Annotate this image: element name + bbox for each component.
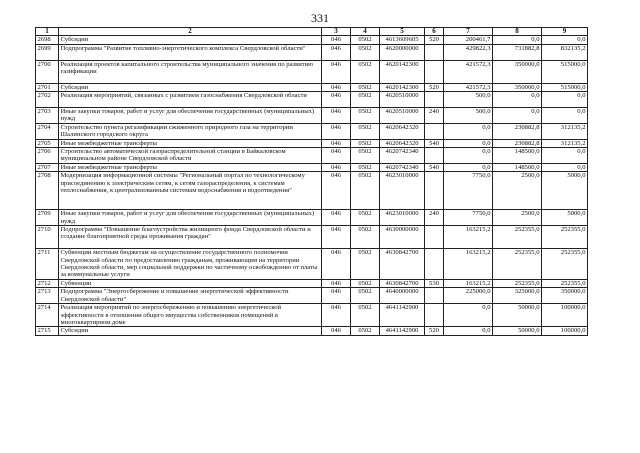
amount-year-3: 100000,0 — [542, 327, 588, 335]
column-header: 8 — [493, 28, 542, 36]
amount-year-2: 325000,0 — [493, 288, 542, 304]
expense-type-code: 540 — [425, 163, 444, 171]
amount-year-3: 252355,0 — [542, 226, 588, 249]
target-code: 4641142900 — [380, 327, 425, 335]
table-row — [36, 108, 588, 124]
section-code: 0502 — [351, 226, 380, 249]
target-code: 4640000000 — [380, 288, 425, 304]
amount-year-2: 731882,8 — [493, 44, 542, 60]
admin-code: 046 — [322, 36, 351, 44]
row-name: Иные межбюджетные трансферты — [59, 163, 322, 171]
admin-code: 046 — [322, 279, 351, 287]
row-name: Иные закупки товаров, работ и услуг для обеспечения государственных (муниципальных) нужд — [59, 108, 322, 124]
column-header: 9 — [542, 28, 588, 36]
expense-type-code — [425, 123, 444, 139]
expense-type-code — [425, 148, 444, 164]
amount-year-1: 163215,2 — [444, 226, 493, 249]
row-number: 2711 — [36, 249, 59, 280]
target-code: 4630000000 — [380, 226, 425, 249]
table-body — [36, 36, 588, 335]
admin-code: 046 — [322, 60, 351, 83]
amount-year-3: 832135,2 — [542, 44, 588, 60]
section-code: 0502 — [351, 288, 380, 304]
amount-year-2: 230882,8 — [493, 123, 542, 139]
row-name: Иные межбюджетные трансферты — [59, 139, 322, 147]
row-name: Субвенции — [59, 279, 322, 287]
amount-year-3: 0,0 — [542, 148, 588, 164]
section-code: 0502 — [351, 123, 380, 139]
amount-year-1: 429822,3 — [444, 44, 493, 60]
amount-year-2: 2500,0 — [493, 210, 542, 226]
column-header: 3 — [322, 28, 351, 36]
amount-year-2: 0,0 — [493, 92, 542, 108]
amount-year-1: 0,0 — [444, 139, 493, 147]
target-code: 4620510000 — [380, 108, 425, 124]
row-number: 2706 — [36, 148, 59, 164]
expense-type-code: 520 — [425, 36, 444, 44]
column-header: 5 — [380, 28, 425, 36]
expense-type-code — [425, 304, 444, 327]
admin-code: 046 — [322, 172, 351, 210]
target-code: 4620510000 — [380, 92, 425, 108]
column-header: 7 — [444, 28, 493, 36]
amount-year-2: 0,0 — [493, 108, 542, 124]
target-code: 4620742340 — [380, 163, 425, 171]
row-name: Строительство пункта регазификации сжиженного природного газа на территории Шалинского городского округа — [59, 123, 322, 139]
section-code: 0502 — [351, 139, 380, 147]
target-code: 4630842700 — [380, 249, 425, 280]
amount-year-3: 0,0 — [542, 163, 588, 171]
row-name: Строительство автоматической газораспределительной станции в Байкаловском муниципальном районе Свердловской области — [59, 148, 322, 164]
amount-year-1: 0,0 — [444, 304, 493, 327]
expense-type-code: 240 — [425, 210, 444, 226]
expense-type-code — [425, 60, 444, 83]
admin-code: 046 — [322, 83, 351, 91]
table-row — [36, 148, 588, 164]
table-row — [36, 279, 588, 287]
admin-code: 046 — [322, 304, 351, 327]
amount-year-3: 515000,0 — [542, 60, 588, 83]
section-code: 0502 — [351, 36, 380, 44]
column-header: 6 — [425, 28, 444, 36]
target-code: 4630842700 — [380, 279, 425, 287]
section-code: 0502 — [351, 327, 380, 335]
row-name: Подпрограмма "Развитие топливно-энергетического комплекса Свердловской области" — [59, 44, 322, 60]
section-code: 0502 — [351, 60, 380, 83]
amount-year-1: 0,0 — [444, 327, 493, 335]
amount-year-2: 50000,0 — [493, 327, 542, 335]
amount-year-3: 252355,0 — [542, 249, 588, 280]
section-code: 0502 — [351, 148, 380, 164]
expense-type-code: 520 — [425, 327, 444, 335]
admin-code: 046 — [322, 249, 351, 280]
amount-year-2: 2500,0 — [493, 172, 542, 210]
amount-year-2: 350000,0 — [493, 83, 542, 91]
expense-type-code: 530 — [425, 279, 444, 287]
amount-year-1: 163215,2 — [444, 249, 493, 280]
amount-year-1: 500,0 — [444, 108, 493, 124]
row-name: Реализация мероприятий, связанных с развитием газоснабжения Свердловской области — [59, 92, 322, 108]
amount-year-3: 100000,0 — [542, 304, 588, 327]
expense-type-code: 520 — [425, 83, 444, 91]
row-name: Реализация мероприятий по энергосбережению и повышению энергетической эффективности в отношении общего имущества собственников помещений в многоквартирном доме — [59, 304, 322, 327]
admin-code: 046 — [322, 210, 351, 226]
section-code: 0502 — [351, 279, 380, 287]
row-number: 2701 — [36, 83, 59, 91]
row-number: 2715 — [36, 327, 59, 335]
amount-year-3: 5000,0 — [542, 172, 588, 210]
section-code: 0502 — [351, 108, 380, 124]
target-code: 4620000000 — [380, 44, 425, 60]
row-number: 2709 — [36, 210, 59, 226]
amount-year-2: 50000,0 — [493, 304, 542, 327]
admin-code: 046 — [322, 163, 351, 171]
amount-year-1: 421572,3 — [444, 60, 493, 83]
amount-year-1: 7750,0 — [444, 172, 493, 210]
row-number: 2698 — [36, 36, 59, 44]
admin-code: 046 — [322, 327, 351, 335]
row-number: 2700 — [36, 60, 59, 83]
target-code: 4641142900 — [380, 304, 425, 327]
amount-year-1: 0,0 — [444, 123, 493, 139]
target-code: 4620642320 — [380, 139, 425, 147]
admin-code: 046 — [322, 123, 351, 139]
row-number: 2714 — [36, 304, 59, 327]
amount-year-3: 0,0 — [542, 36, 588, 44]
expense-type-code: 540 — [425, 139, 444, 147]
section-code: 0502 — [351, 163, 380, 171]
amount-year-3: 350000,0 — [542, 288, 588, 304]
amount-year-3: 0,0 — [542, 108, 588, 124]
table-row — [36, 163, 588, 171]
amount-year-3: 515000,0 — [542, 83, 588, 91]
table-row — [36, 288, 588, 304]
amount-year-2: 230882,8 — [493, 139, 542, 147]
column-header: 4 — [351, 28, 380, 36]
expense-type-code — [425, 226, 444, 249]
admin-code: 046 — [322, 92, 351, 108]
admin-code: 046 — [322, 148, 351, 164]
table-row — [36, 210, 588, 226]
amount-year-1: 0,0 — [444, 148, 493, 164]
target-code: 4623010000 — [380, 172, 425, 210]
table-header — [36, 28, 588, 36]
amount-year-1: 163215,2 — [444, 279, 493, 287]
row-number: 2702 — [36, 92, 59, 108]
budget-table — [35, 27, 588, 336]
amount-year-2: 252355,0 — [493, 279, 542, 287]
column-header: 1 — [36, 28, 59, 36]
amount-year-2: 148500,0 — [493, 148, 542, 164]
expense-type-code — [425, 172, 444, 210]
amount-year-2: 252355,0 — [493, 226, 542, 249]
admin-code: 046 — [322, 139, 351, 147]
row-name: Подпрограмма "Энергосбережение и повышение энергетической эффективности Свердловской области" — [59, 288, 322, 304]
table-row — [36, 327, 588, 335]
table-row — [36, 249, 588, 280]
amount-year-1: 421572,3 — [444, 83, 493, 91]
target-code: 4620742340 — [380, 148, 425, 164]
target-code: 4623010000 — [380, 210, 425, 226]
table-row — [36, 92, 588, 108]
amount-year-3: 252355,0 — [542, 279, 588, 287]
amount-year-2: 0,0 — [493, 36, 542, 44]
table-row — [36, 60, 588, 83]
target-code: 4620142300 — [380, 83, 425, 91]
amount-year-2: 252355,0 — [493, 249, 542, 280]
admin-code: 046 — [322, 226, 351, 249]
amount-year-3: 5000,0 — [542, 210, 588, 226]
admin-code: 046 — [322, 108, 351, 124]
amount-year-1: 200461,7 — [444, 36, 493, 44]
table-row — [36, 226, 588, 249]
row-name: Иные закупки товаров, работ и услуг для обеспечения государственных (муниципальных) нужд — [59, 210, 322, 226]
target-code: 4613609605 — [380, 36, 425, 44]
table-row — [36, 123, 588, 139]
section-code: 0502 — [351, 92, 380, 108]
row-name: Модернизация информационной системы "Региональный портал по технологическому присоединению к электрическим сетям, к сетям газораспределения, к системам теплоснабжения, к централизованным системам водоснабжения и водоотведения" — [59, 172, 322, 210]
expense-type-code — [425, 288, 444, 304]
row-number: 2708 — [36, 172, 59, 210]
target-code: 4620142300 — [380, 60, 425, 83]
amount-year-1: 225000,0 — [444, 288, 493, 304]
expense-type-code — [425, 44, 444, 60]
row-number: 2705 — [36, 139, 59, 147]
table-row — [36, 44, 588, 60]
table-row — [36, 139, 588, 147]
table-row — [36, 83, 588, 91]
expense-type-code — [425, 249, 444, 280]
table-row — [36, 36, 588, 44]
table-row — [36, 172, 588, 210]
row-name: Субсидии — [59, 327, 322, 335]
section-code: 0502 — [351, 304, 380, 327]
amount-year-1: 500,0 — [444, 92, 493, 108]
expense-type-code: 240 — [425, 108, 444, 124]
section-code: 0502 — [351, 83, 380, 91]
expense-type-code — [425, 92, 444, 108]
row-number: 2707 — [36, 163, 59, 171]
row-number: 2712 — [36, 279, 59, 287]
amount-year-1: 7750,0 — [444, 210, 493, 226]
row-number: 2710 — [36, 226, 59, 249]
section-code: 0502 — [351, 172, 380, 210]
amount-year-3: 0,0 — [542, 92, 588, 108]
section-code: 0502 — [351, 210, 380, 226]
target-code: 4620642320 — [380, 123, 425, 139]
row-number: 2704 — [36, 123, 59, 139]
amount-year-1: 0,0 — [444, 163, 493, 171]
page-number: 331 — [311, 11, 329, 25]
section-code: 0502 — [351, 249, 380, 280]
table-row — [36, 304, 588, 327]
column-header: 2 — [59, 28, 322, 36]
row-name: Субсидии — [59, 83, 322, 91]
row-number: 2713 — [36, 288, 59, 304]
admin-code: 046 — [322, 288, 351, 304]
amount-year-3: 312135,2 — [542, 123, 588, 139]
amount-year-2: 350000,0 — [493, 60, 542, 83]
section-code: 0502 — [351, 44, 380, 60]
row-name: Субсидии — [59, 36, 322, 44]
row-name: Субвенции местным бюджетам на осуществление государственного полномочия Свердловской области по предоставлению гражданам, проживающим на территории Свердловской области, мер социальной поддержки по частичному освобождению от платы за коммунальные услуги — [59, 249, 322, 280]
row-name: Подпрограмма "Повышение благоустройства жилищного фонда Свердловской области и создание благоприятной среды проживания граждан" — [59, 226, 322, 249]
amount-year-2: 148500,0 — [493, 163, 542, 171]
row-name: Реализация проектов капитального строительства муниципального значения по развитию газификации — [59, 60, 322, 83]
row-number: 2703 — [36, 108, 59, 124]
admin-code: 046 — [322, 44, 351, 60]
amount-year-3: 312135,2 — [542, 139, 588, 147]
row-number: 2699 — [36, 44, 59, 60]
